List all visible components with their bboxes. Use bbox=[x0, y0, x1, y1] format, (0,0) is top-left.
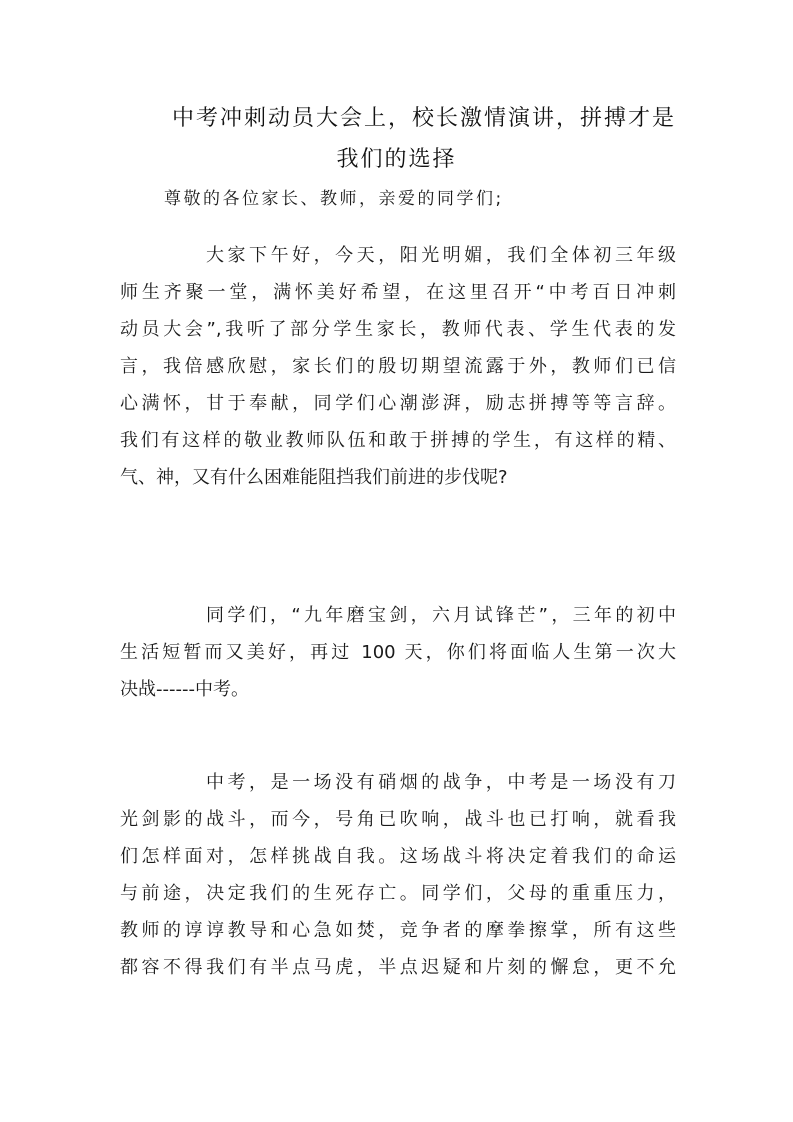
paragraph-3 bbox=[120, 764, 676, 986]
text-line: 都容不得我们有半点马虎，半点迟疑和片刻的懈怠，更不允 bbox=[120, 957, 676, 978]
text-line: 教师的谆谆教导和心急如焚，竞争者的摩拳擦掌，所有这些 bbox=[120, 920, 676, 941]
text-line: 大家下午好，今天，阳光明媚，我们全体初三年级 bbox=[206, 245, 676, 266]
paragraph-1 bbox=[120, 237, 676, 496]
text-line: 同学们，“九年磨宝剑，六月试锋芒”，三年的初中 bbox=[206, 605, 676, 626]
text-line: 与前途，决定我们的生死存亡。同学们，父母的重重压力， bbox=[120, 883, 676, 904]
text-line: 光剑影的战斗，而今，号角已吹响，战斗也已打响，就看我 bbox=[120, 809, 676, 830]
text-line: 我们有这样的敬业教师队伍和敢于拼搏的学生，有这样的精、 bbox=[120, 430, 676, 451]
text-line: 决战------中考。 bbox=[120, 679, 249, 700]
text-line: 们怎样面对，怎样挑战自我。这场战斗将决定着我们的命运 bbox=[120, 846, 676, 867]
text-line: 动员大会”,我听了部分学生家长，教师代表、学生代表的发 bbox=[120, 319, 676, 340]
text-line: 气、神，又有什么困难能阻挡我们前进的步伐呢? bbox=[120, 467, 508, 488]
text-line: 心满怀，甘于奉献，同学们心潮澎湃，励志拼搏等等言辞。 bbox=[120, 393, 676, 414]
text-line: 师生齐聚一堂，满怀美好希望，在这里召开“中考百日冲刺 bbox=[120, 282, 676, 303]
title-line-2: 我们的选择 bbox=[336, 147, 457, 172]
text-line: 中考，是一场没有硝烟的战争，中考是一场没有刀 bbox=[206, 772, 676, 793]
text-line: 生活短暂而又美好，再过 100 天，你们将面临人生第一次大 bbox=[120, 642, 676, 663]
text-line: 言，我倍感欣慰，家长们的殷切期望流露于外，教师们已信 bbox=[120, 356, 676, 377]
salutation: 尊敬的各位家长、教师，亲爱的同学们; bbox=[164, 189, 504, 209]
paragraph-2 bbox=[120, 597, 676, 708]
title-line-1: 中考冲刺动员大会上，校长激情演讲，拼搏才是 bbox=[171, 106, 676, 131]
